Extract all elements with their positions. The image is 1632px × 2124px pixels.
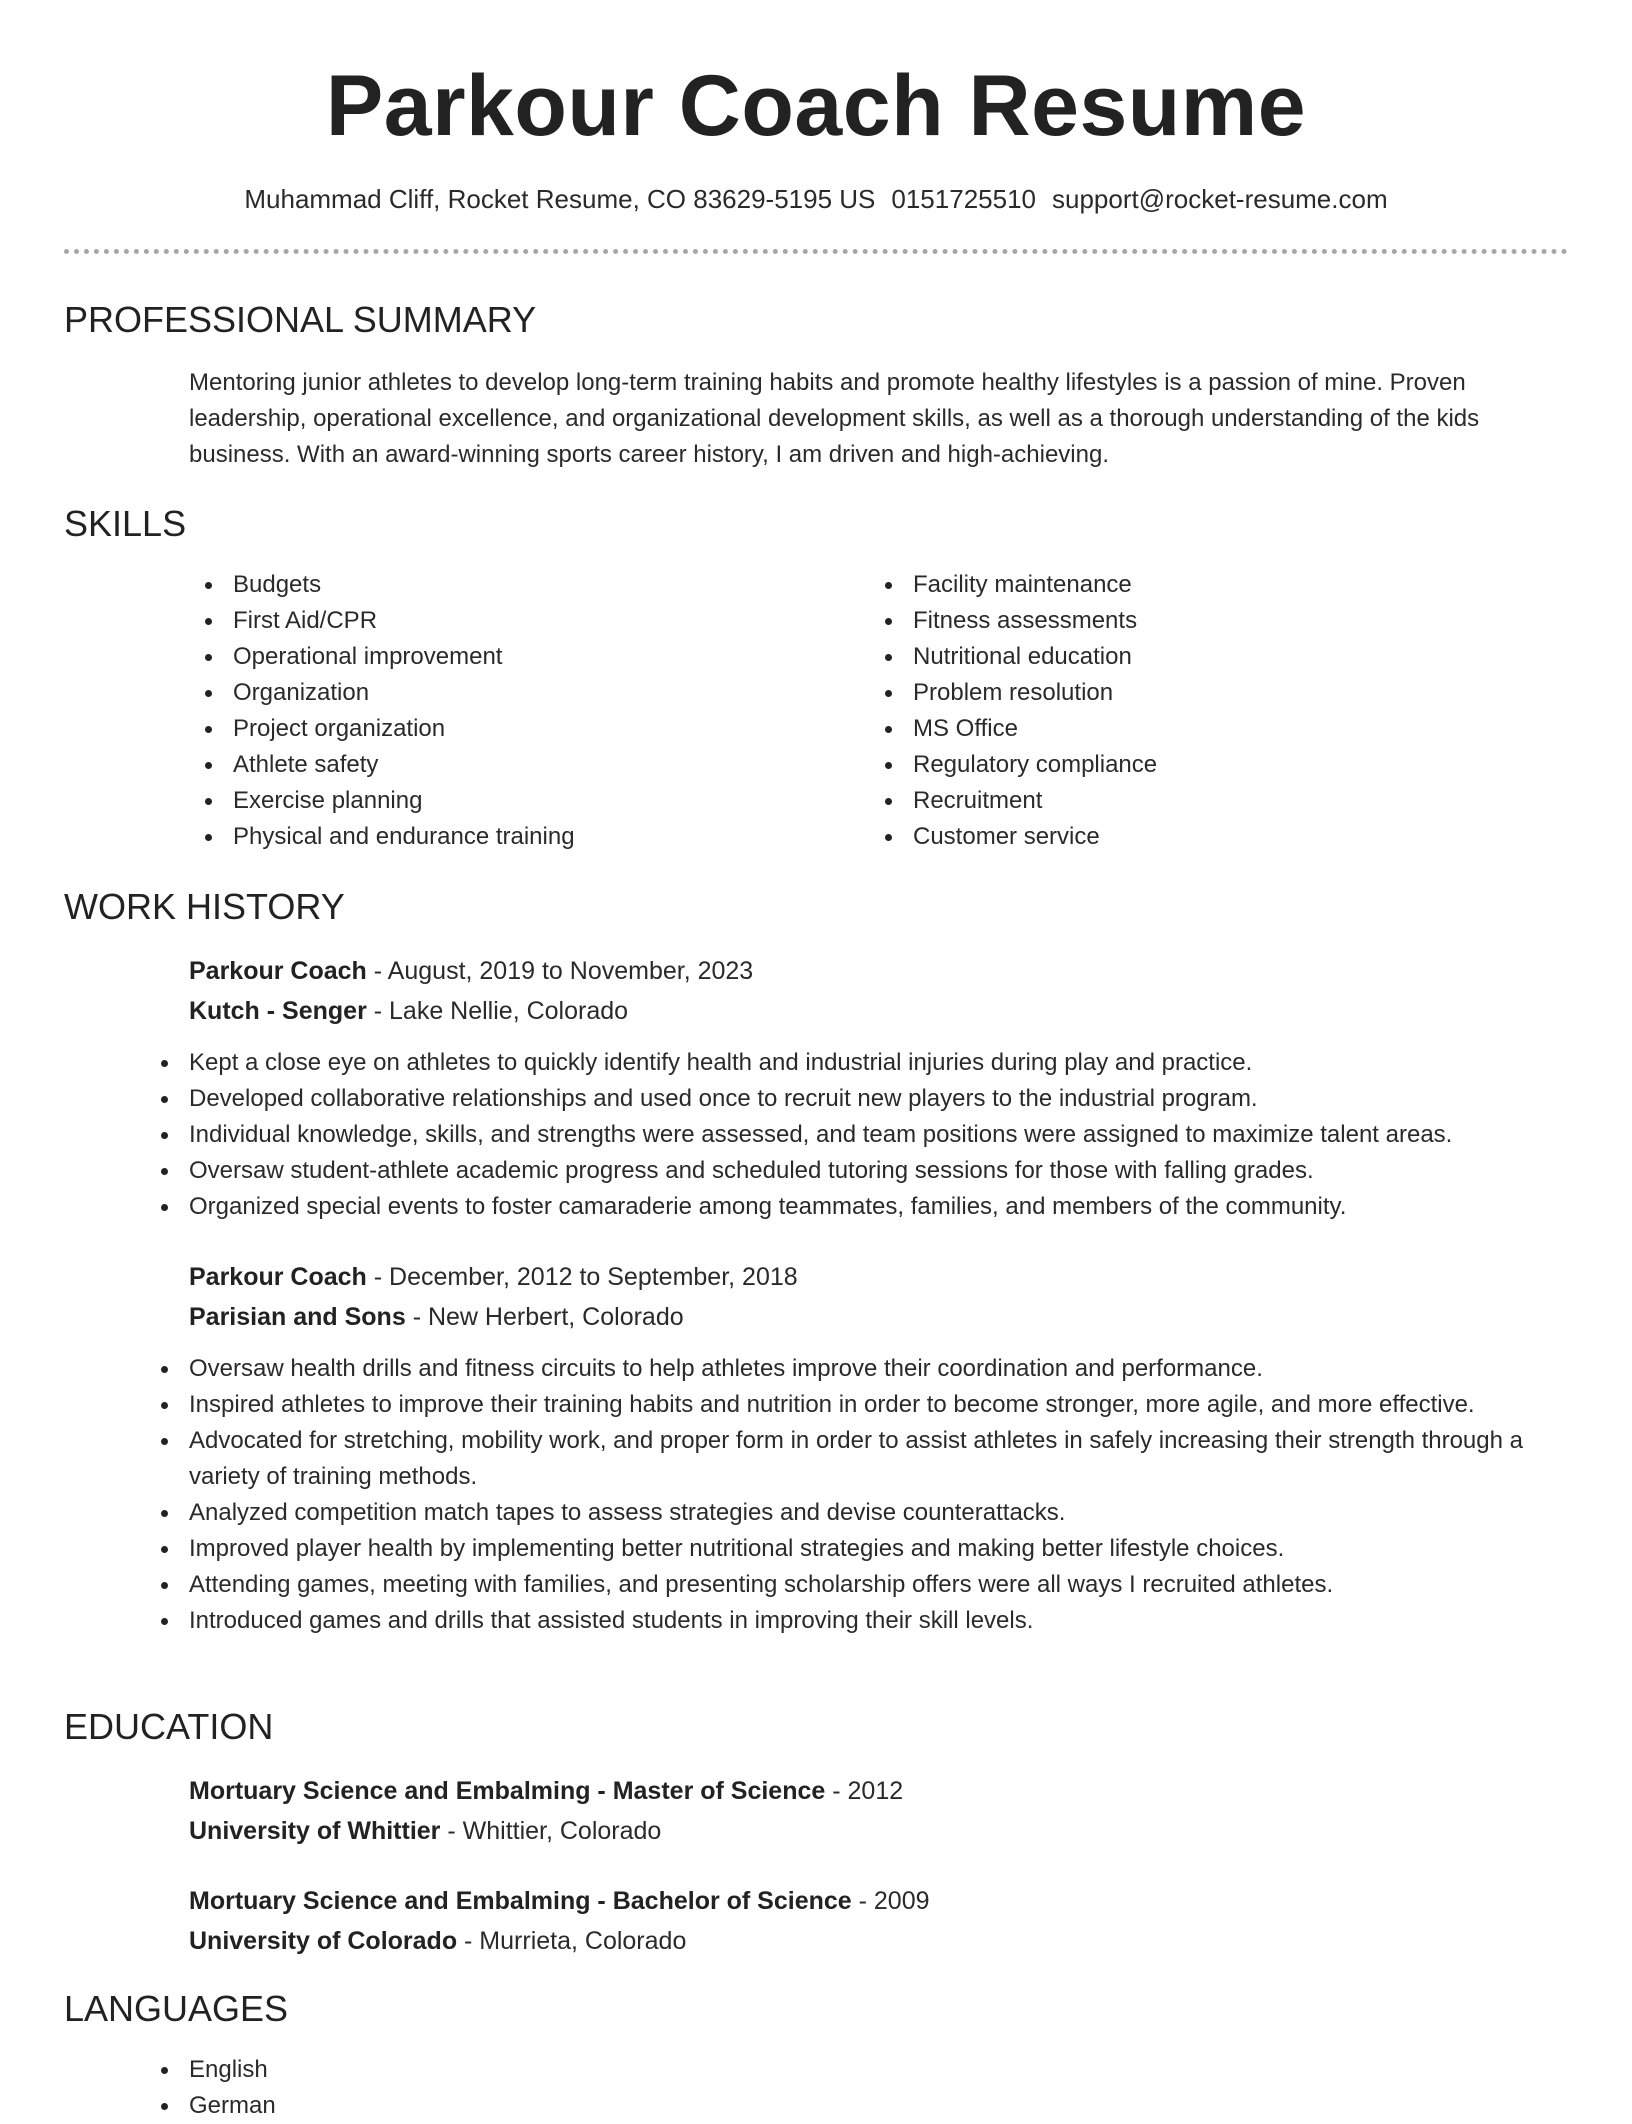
degree-year: - 2012 [825,1777,904,1805]
job-duties-list [145,1045,1539,1225]
job-entry [189,951,1539,1031]
school: University of Colorado [189,1927,458,1955]
school-line [189,1921,1539,1961]
job-title: Parkour Coach [189,1263,367,1291]
skill-item: Nutritional education [869,639,1489,675]
language-item: English [145,2052,1539,2088]
skill-item: Project organization [189,711,809,747]
skill-item: First Aid/CPR [189,603,809,639]
skill-item: Recruitment [869,783,1489,819]
skill-item: MS Office [869,711,1489,747]
job-company-line [189,1297,1539,1337]
duty-item: Oversaw student-athlete academic progress and scheduled tutoring sessions for those with falling grades. [145,1153,1539,1189]
job-entry [189,1257,1539,1337]
job-company: Parisian and Sons [189,1303,406,1331]
education-entry [189,1771,1539,1851]
school-location: - Whittier, Colorado [440,1817,662,1845]
languages-heading: LANGUAGES [64,1988,289,2029]
job-company-line [189,991,1539,1031]
job-title-line [189,951,1539,991]
skill-item: Regulatory compliance [869,747,1489,783]
duty-item: Analyzed competition match tapes to assess strategies and devise counterattacks. [145,1495,1539,1531]
duty-item: Advocated for stretching, mobility work, and proper form in order to assist athletes in safely increasing their strength through a variety of training methods. [145,1423,1539,1495]
skills-left-column [189,567,809,855]
degree-year: - 2009 [851,1887,930,1915]
skill-item: Facility maintenance [869,567,1489,603]
work-history-heading: WORK HISTORY [64,886,345,927]
job-duties-list [145,1351,1539,1639]
contact-address: Muhammad Cliff, Rocket Resume, CO 83629-5195 US [244,184,876,214]
degree-line [189,1881,1539,1921]
job-title-line [189,1257,1539,1297]
skills-list-left [189,567,809,855]
duty-item: Improved player health by implementing better nutritional strategies and making better lifestyle choices. [145,1531,1539,1567]
languages-section [189,2052,1539,2124]
summary-heading: PROFESSIONAL SUMMARY [64,299,537,340]
skill-item: Exercise planning [189,783,809,819]
skill-item: Budgets [189,567,809,603]
skill-item: Customer service [869,819,1489,855]
header-divider [64,249,1568,254]
duty-item: Oversaw health drills and fitness circuits to help athletes improve their coordination and performance. [145,1351,1539,1387]
duty-item: Organized special events to foster camaraderie among teammates, families, and members of the community. [145,1189,1539,1225]
job-dates: - December, 2012 to September, 2018 [366,1263,798,1291]
degree-line [189,1771,1539,1811]
resume-title: Parkour Coach Resume [325,58,1307,154]
language-item: German [145,2088,1539,2124]
duty-item: Developed collaborative relationships and used once to recruit new players to the industrial program. [145,1081,1539,1117]
school: University of Whittier [189,1817,441,1845]
school-line [189,1811,1539,1851]
job-location: - Lake Nellie, Colorado [366,997,629,1025]
skills-right-column [869,567,1489,855]
duty-item: Introduced games and drills that assisted students in improving their skill levels. [145,1603,1539,1639]
skill-item: Problem resolution [869,675,1489,711]
contact-info [0,182,1632,216]
contact-phone: 0151725510 [891,184,1036,214]
education-entry [189,1881,1539,1961]
skill-item: Operational improvement [189,639,809,675]
job-duties [189,1045,1539,1225]
school-location: - Murrieta, Colorado [457,1927,687,1955]
skill-item: Physical and endurance training [189,819,809,855]
languages-list [145,2052,1539,2124]
duty-item: Kept a close eye on athletes to quickly identify health and industrial injuries during play and practice. [145,1045,1539,1081]
skill-item: Fitness assessments [869,603,1489,639]
degree: Mortuary Science and Embalming - Bachelor of Science [189,1887,852,1915]
summary-text: Mentoring junior athletes to develop long-term training habits and promote healthy lifestyles is a passion of mine. Proven leadership, operational excellence, and organizational development skills, as well as a thorough understanding of the kids business. With an award-winning sports career history, I am driven and high-achieving. [189,369,1480,468]
job-dates: - August, 2019 to November, 2023 [366,957,754,985]
skill-item: Athlete safety [189,747,809,783]
job-title: Parkour Coach [189,957,367,985]
skills-heading: SKILLS [64,503,187,544]
skill-item: Organization [189,675,809,711]
job-location: - New Herbert, Colorado [405,1303,684,1331]
degree: Mortuary Science and Embalming - Master of Science [189,1777,826,1805]
duty-item: Attending games, meeting with families, and presenting scholarship offers were all ways I recruited athletes. [145,1567,1539,1603]
contact-email[interactable]: support@rocket-resume.com [1052,184,1388,214]
education-heading: EDUCATION [64,1706,274,1747]
duty-item: Inspired athletes to improve their training habits and nutrition in order to become stronger, more agile, and more effective. [145,1387,1539,1423]
job-duties [189,1351,1539,1639]
skills-list-right [869,567,1489,855]
summary-section [189,365,1539,473]
job-company: Kutch - Senger [189,997,367,1025]
duty-item: Individual knowledge, skills, and strengths were assessed, and team positions were assigned to maximize talent areas. [145,1117,1539,1153]
